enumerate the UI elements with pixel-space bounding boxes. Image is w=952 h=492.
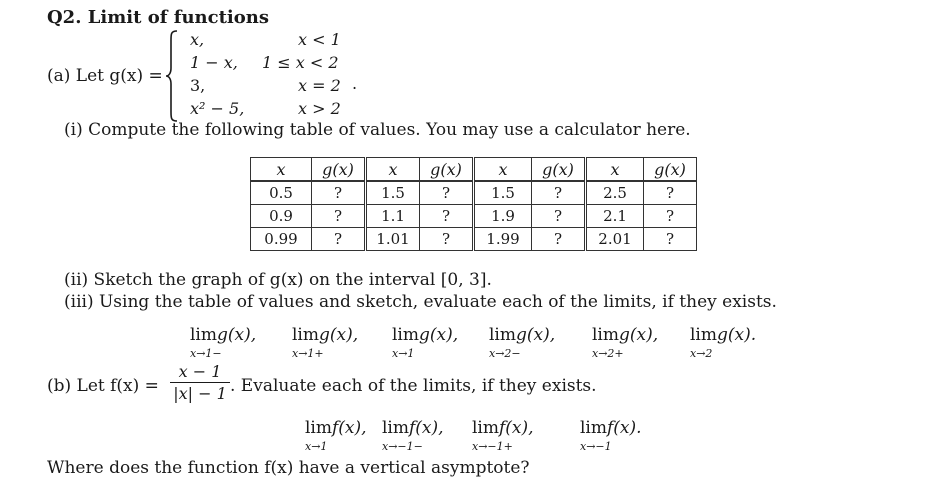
limit-operator: lim	[382, 418, 409, 438]
piece-expr-4: x² − 5,	[190, 99, 245, 118]
limit-subscript: x→2+	[592, 347, 624, 360]
question-title: Q2. Limit of functions	[47, 7, 269, 28]
asymptote-question: Where does the function f(x) have a vertical asymptote?	[47, 458, 530, 478]
fraction	[170, 362, 230, 403]
table-cell: ?	[312, 205, 366, 228]
limit-function: g(x),	[217, 325, 257, 345]
table-cell: ?	[644, 181, 697, 205]
instruction-i: (i) Compute the following table of values. You may use a calculator here.	[64, 120, 691, 140]
table-cell: 1.9	[474, 205, 532, 228]
piece-cond-3: x = 2	[298, 76, 341, 95]
table-cell: 2.1	[586, 205, 644, 228]
table-cell: 0.9	[251, 205, 312, 228]
limit-function: f(x),	[332, 418, 367, 438]
table-cell: 1.5	[474, 181, 532, 205]
piece-period: .	[352, 74, 358, 93]
table-cell: ?	[420, 228, 474, 251]
table-header-cell: g(x)	[312, 158, 366, 182]
instruction-iii: (iii) Using the table of values and sketch, evaluate each of the limits, if they exists.	[64, 292, 777, 312]
limit-f-3	[472, 418, 534, 458]
limit-operator: lim	[690, 325, 717, 345]
piece-cond-2: 1 ≤ x < 2	[262, 53, 339, 72]
table-cell: ?	[532, 205, 586, 228]
table-header-cell: x	[474, 158, 532, 182]
limit-function: g(x).	[717, 325, 757, 345]
table-header-cell: g(x)	[532, 158, 586, 182]
fraction-denominator: |x| − 1	[173, 384, 227, 403]
limit-subscript: x→2	[690, 347, 713, 360]
limit-function: f(x),	[409, 418, 444, 438]
table-header-cell: x	[251, 158, 312, 182]
limit-g-4	[489, 325, 555, 365]
limit-g-2	[292, 325, 358, 365]
table-cell: 0.5	[251, 181, 312, 205]
table-cell: ?	[312, 181, 366, 205]
piece-cond-1: x < 1	[298, 30, 341, 49]
table-row	[251, 228, 697, 251]
values-table	[250, 157, 697, 251]
table-header-cell: x	[366, 158, 420, 182]
part-b-label: (b) Let f(x) =	[47, 376, 159, 396]
limit-g-1	[190, 325, 256, 365]
instruction-ii: (ii) Sketch the graph of g(x) on the interval [0, 3].	[64, 270, 492, 290]
limit-operator: lim	[580, 418, 607, 438]
limit-subscript: x→−1+	[472, 440, 513, 453]
table-cell: 1.1	[366, 205, 420, 228]
limit-g-3	[392, 325, 458, 365]
limit-subscript: x→−1	[580, 440, 612, 453]
piece-cond-4: x > 2	[298, 99, 341, 118]
limit-g-5	[592, 325, 658, 365]
part-b-instruction: . Evaluate each of the limits, if they exists.	[230, 376, 597, 396]
limit-subscript: x→1	[305, 440, 328, 453]
limit-operator: lim	[392, 325, 419, 345]
limit-operator: lim	[292, 325, 319, 345]
table-cell: ?	[420, 205, 474, 228]
limit-operator: lim	[489, 325, 516, 345]
table-cell: ?	[644, 228, 697, 251]
piece-expr-2: 1 − x,	[190, 53, 238, 72]
limit-operator: lim	[472, 418, 499, 438]
table-header-cell: g(x)	[644, 158, 697, 182]
limit-subscript: x→1+	[292, 347, 324, 360]
piece-expr-3: 3,	[190, 76, 206, 95]
limit-function: g(x),	[319, 325, 359, 345]
table-cell: 2.01	[586, 228, 644, 251]
table-cell: ?	[644, 205, 697, 228]
limit-function: g(x),	[619, 325, 659, 345]
table-row	[251, 181, 697, 205]
limit-subscript: x→−1−	[382, 440, 423, 453]
table-cell: ?	[312, 228, 366, 251]
table-cell: ?	[420, 181, 474, 205]
table-header-row	[251, 158, 697, 182]
limit-function: f(x).	[607, 418, 642, 438]
fraction-numerator: x − 1	[178, 362, 222, 381]
limit-function: f(x),	[499, 418, 534, 438]
left-brace-icon	[165, 30, 179, 122]
piece-expr-1: x,	[190, 30, 205, 49]
table-cell: ?	[532, 228, 586, 251]
table-cell: 1.01	[366, 228, 420, 251]
limit-operator: lim	[592, 325, 619, 345]
limit-operator: lim	[190, 325, 217, 345]
limit-g-6	[690, 325, 756, 365]
table-cell: 2.5	[586, 181, 644, 205]
limit-f-2	[382, 418, 444, 458]
table-header-cell: x	[586, 158, 644, 182]
table-cell: 1.5	[366, 181, 420, 205]
limit-subscript: x→1	[392, 347, 415, 360]
limit-f-4	[580, 418, 642, 458]
fraction-bar	[170, 382, 230, 383]
part-a-label: (a) Let g(x) =	[47, 66, 163, 86]
table-header-cell: g(x)	[420, 158, 474, 182]
limit-function: g(x),	[419, 325, 459, 345]
table-cell: ?	[532, 181, 586, 205]
table-row	[251, 205, 697, 228]
table-cell: 0.99	[251, 228, 312, 251]
limit-f-1	[305, 418, 367, 458]
limit-operator: lim	[305, 418, 332, 438]
limit-subscript: x→1−	[190, 347, 222, 360]
limit-subscript: x→2−	[489, 347, 521, 360]
table-cell: 1.99	[474, 228, 532, 251]
limit-function: g(x),	[516, 325, 556, 345]
